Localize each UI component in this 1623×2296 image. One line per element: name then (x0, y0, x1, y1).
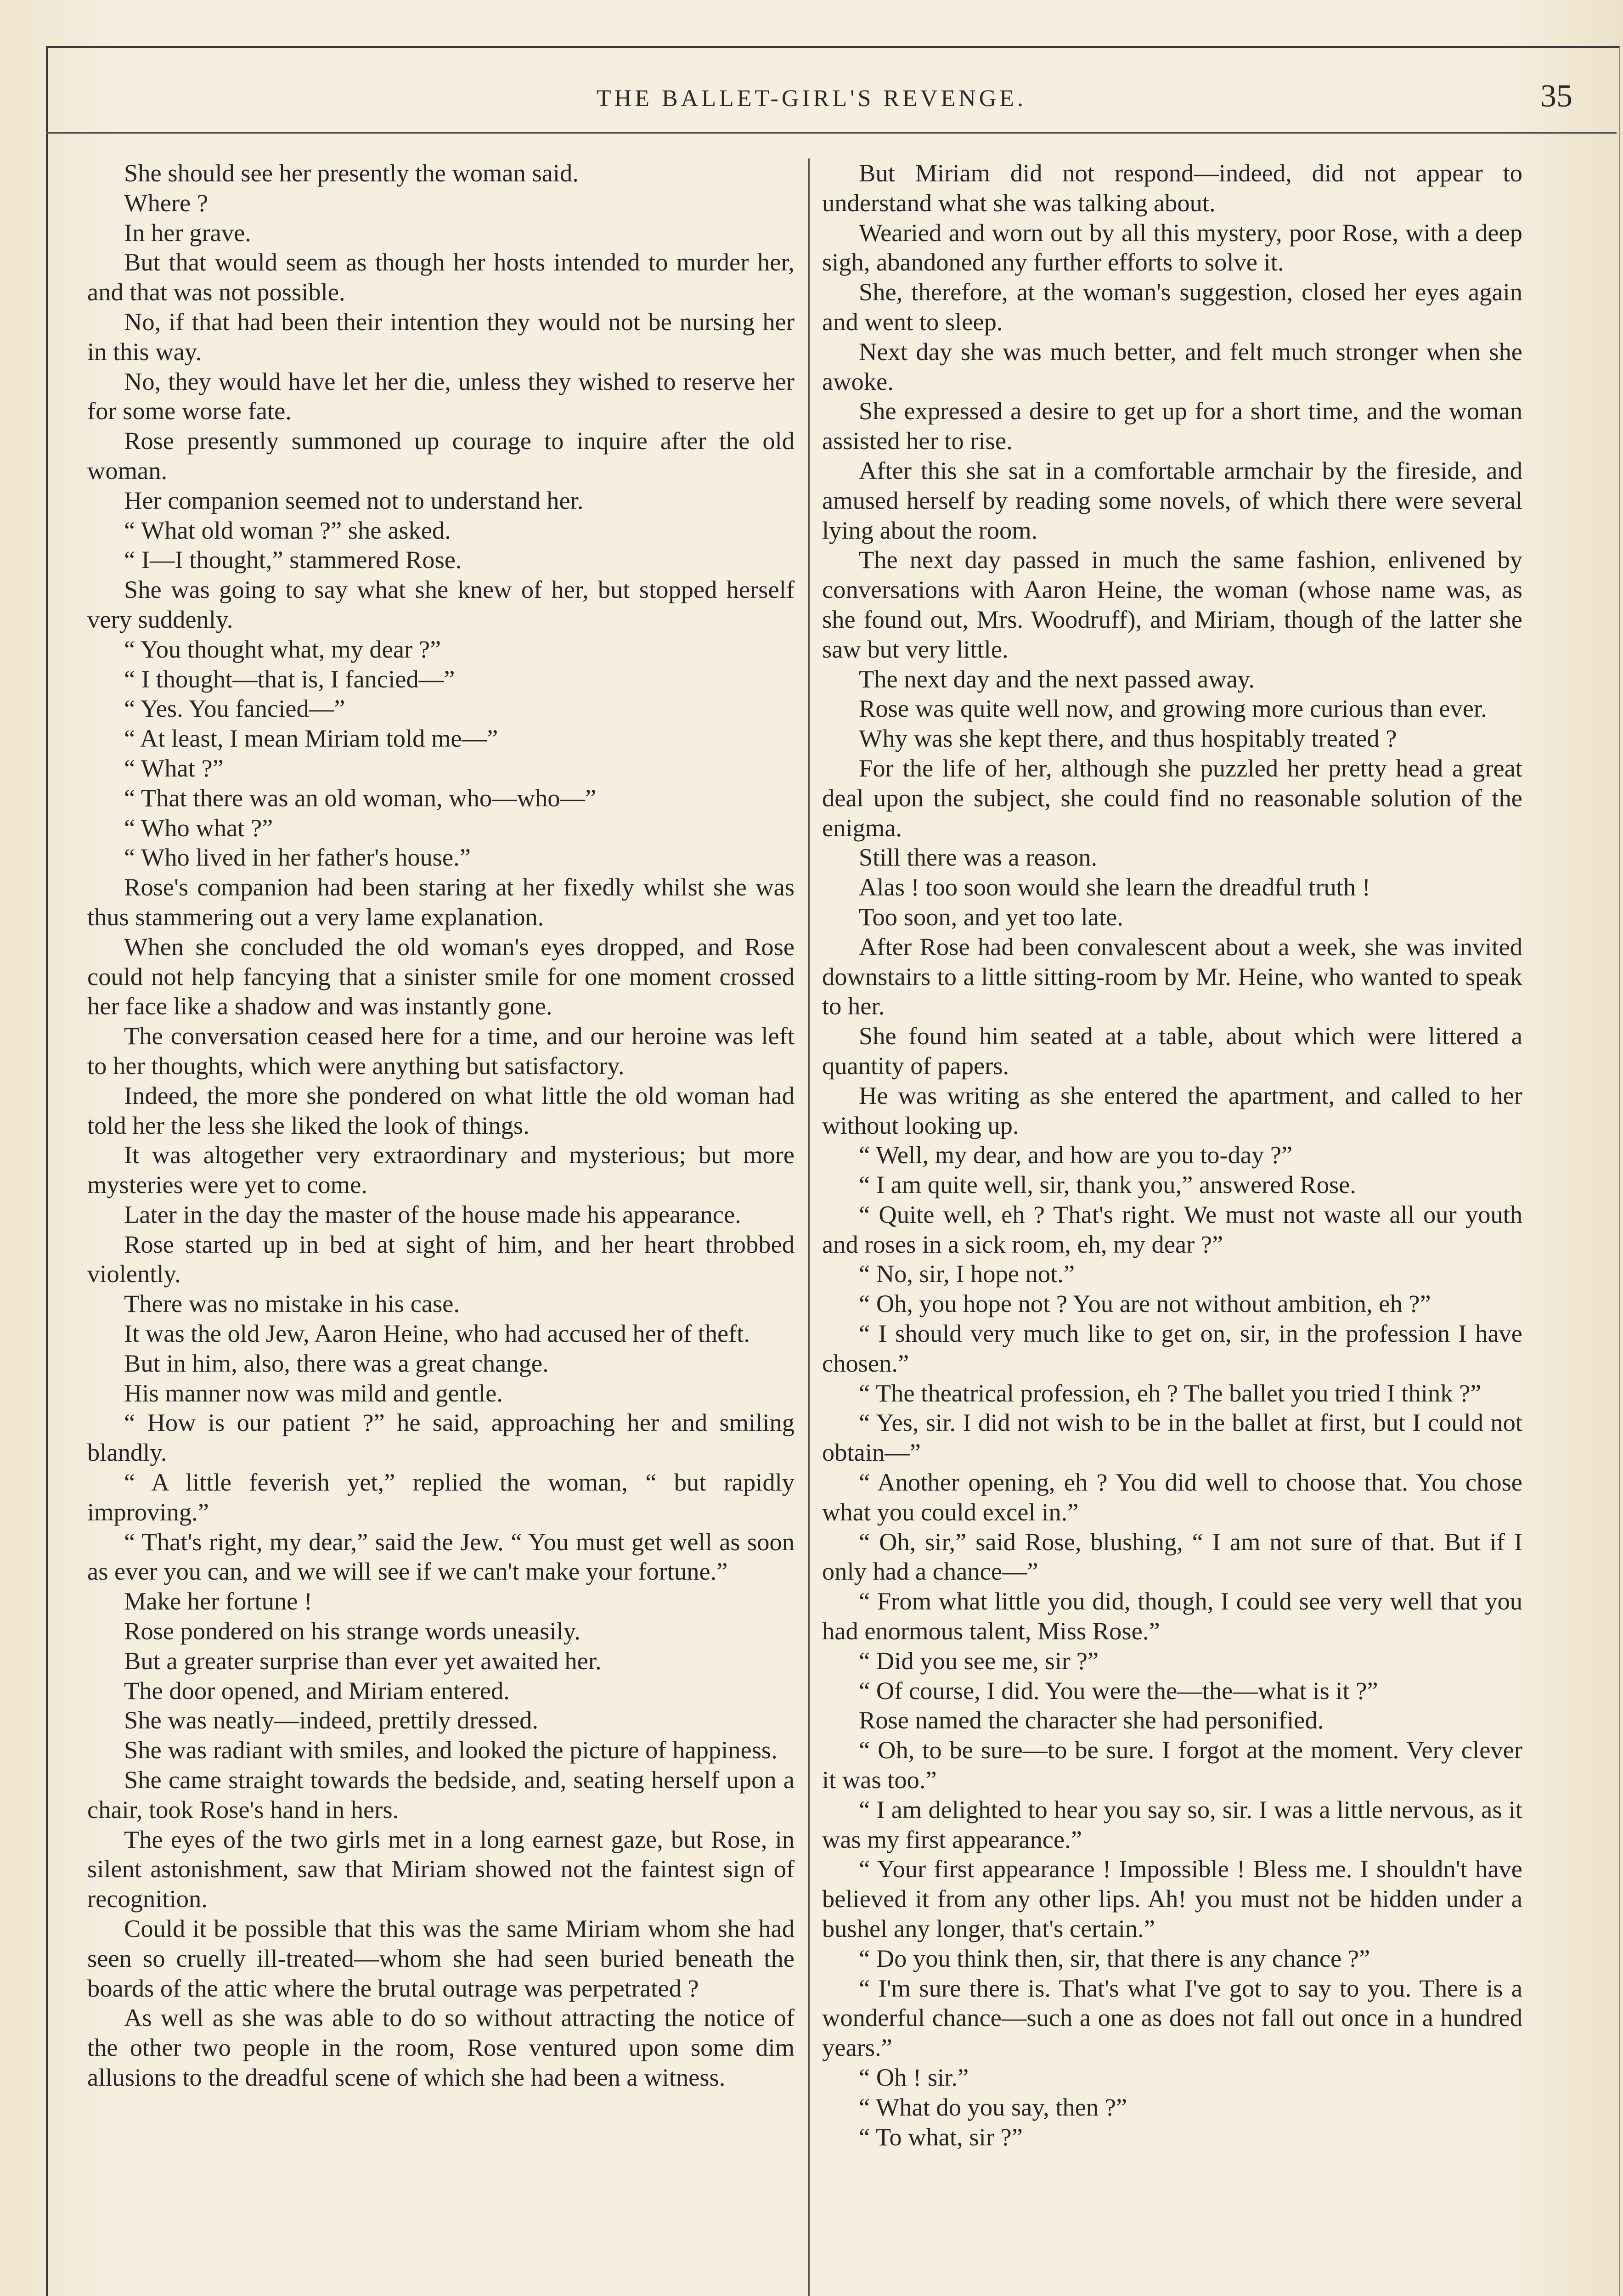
paragraph: No, they would have let her die, unless they wished to reserve her for some worse fate. (87, 367, 795, 425)
paragraph: “ That there was an old woman, who—who—” (124, 783, 597, 812)
paragraph: The next day and the next passed away. (859, 664, 1255, 693)
paragraph: “ What old woman ?” she asked. (124, 516, 451, 544)
paragraph: She expressed a desire to get up for a short time, and the woman assisted her to rise. (822, 397, 1522, 455)
paragraph: “ I—I thought,” stammered Rose. (124, 546, 462, 574)
paragraph: “ I should very much like to get on, sir, in the profession I have chosen.” (822, 1319, 1522, 1377)
paragraph: “ I'm sure there is. That's what I've got to say to you. There is a wonderful chance—such a one as does not fall out once in a hundred years.” (822, 1974, 1522, 2062)
paragraph: His manner now was mild and gentle. (124, 1379, 503, 1407)
paragraph: He was writing as she entered the apartment, and called to her without looking up. (822, 1081, 1522, 1139)
paragraph: After Rose had been convalescent about a week, she was invited downstairs to a little sitting-room by Mr. Heine, who wanted to speak to her. (822, 932, 1522, 1020)
paragraph: Still there was a reason. (859, 843, 1098, 872)
paragraph: “ Your first appearance ! Impossible ! Bless me. I shouldn't have believed it from any other lips. Ah! you must not be hidden under a bushel any longer, that's certain.” (822, 1855, 1522, 1943)
paragraph: She was radiant with smiles, and looked the picture of happiness. (124, 1736, 778, 1764)
running-head: THE BALLET-GIRL'S REVENGE. (596, 85, 1027, 112)
paragraph: “ Yes. You fancied—” (124, 694, 345, 723)
paragraph: The eyes of the two girls met in a long earnest gaze, but Rose, in silent astonishment, saw that Miriam showed not the faintest sign of recognition. (87, 1825, 795, 1913)
paragraph: “ Well, my dear, and how are you to-day ?” (859, 1141, 1293, 1169)
paragraph: After this she sat in a comfortable armchair by the fireside, and amused herself by reading some novels, of which there were several lying about the room. (822, 456, 1522, 544)
paragraph: It was altogether very extraordinary and mysterious; but more mysteries were yet to come. (87, 1141, 795, 1199)
paragraph: She was going to say what she knew of her, but stopped herself very suddenly. (87, 575, 795, 633)
paragraph: “ Who what ?” (124, 813, 273, 842)
paragraph: “ Oh ! sir.” (859, 2063, 969, 2091)
paragraph: “ Yes, sir. I did not wish to be in the ballet at first, but I could not obtain—” (822, 1408, 1522, 1467)
paragraph: But Miriam did not respond—indeed, did not appear to understand what she was talking about. (822, 159, 1522, 217)
paragraph: It was the old Jew, Aaron Heine, who had accused her of theft. (124, 1319, 750, 1348)
paragraph: She found him seated at a table, about which were littered a quantity of papers. (822, 1022, 1522, 1080)
paragraph: Rose was quite well now, and growing more curious than ever. (859, 694, 1487, 723)
paragraph: Alas ! too soon would she learn the dreadful truth ! (859, 873, 1370, 901)
paragraph: Make her fortune ! (124, 1587, 313, 1615)
paragraph: Could it be possible that this was the same Miriam whom she had seen so cruelly ill-treated—whom she had seen buried beneath the boards of the attic where the brutal outrage was perpetrated ? (87, 1914, 795, 2002)
paragraph: Where ? (124, 188, 209, 217)
paragraph: “ I am quite well, sir, thank you,” answered Rose. (859, 1171, 1356, 1199)
paragraph: She came straight towards the bedside, and, seating herself upon a chair, took Rose's hand in hers. (87, 1766, 795, 1823)
paragraph: “ Oh, sir,” said Rose, blushing, “ I am not sure of that. But if I only had a chance—” (822, 1527, 1522, 1586)
paragraph: There was no mistake in his case. (124, 1289, 460, 1318)
paragraph: The conversation ceased here for a time, and our heroine was left to her thoughts, which were anything but satisfactory. (87, 1022, 795, 1080)
paragraph: “ The theatrical profession, eh ? The ballet you tried I think ?” (859, 1379, 1482, 1407)
paragraph: “ Of course, I did. You were the—the—what is it ?” (859, 1676, 1378, 1705)
paragraph: “ You thought what, my dear ?” (124, 635, 441, 663)
paragraph: She should see her presently the woman said. (124, 159, 579, 187)
paragraph: When she concluded the old woman's eyes dropped, and Rose could not help fancying that a sinister smile for one moment crossed her face like a shadow and was instantly gone. (87, 932, 795, 1020)
paragraph: Rose's companion had been staring at her fixedly whilst she was thus stammering out a very lame explanation. (87, 873, 795, 931)
paragraph: “ Another opening, eh ? You did well to choose that. You chose what you could excel in.” (822, 1468, 1522, 1526)
paragraph: “ Did you see me, sir ?” (859, 1646, 1099, 1675)
paragraph: She was neatly—indeed, prettily dressed. (124, 1706, 539, 1734)
paragraph: Later in the day the master of the house made his appearance. (124, 1200, 741, 1228)
paragraph: In her grave. (124, 218, 251, 247)
paragraph: “ A little feverish yet,” replied the woman, “ but rapidly improving.” (87, 1468, 795, 1526)
paragraph: “ From what little you did, though, I could see very well that you had enormous talent, Miss Rose.” (822, 1587, 1522, 1645)
paragraph: Rose started up in bed at sight of him, and her heart throbbed violently. (87, 1230, 795, 1288)
left-text-column (87, 158, 795, 2296)
page-number: 35 (1540, 79, 1572, 114)
paragraph: But a greater surprise than ever yet awaited her. (124, 1646, 602, 1675)
paragraph: “ I am delighted to hear you say so, sir. I was a little nervous, as it was my first appearance.” (822, 1795, 1522, 1853)
paragraph: For the life of her, although she puzzled her pretty head a great deal upon the subject, she could find no reasonable solution of the enigma. (822, 754, 1522, 842)
paragraph: But that would seem as though her hosts intended to murder her, and that was not possible. (87, 248, 795, 306)
paragraph: Indeed, the more she pondered on what little the old woman had told her the less she liked the look of things. (87, 1081, 795, 1139)
paragraph: Rose pondered on his strange words uneasily. (124, 1617, 580, 1645)
paragraph: “ I thought—that is, I fancied—” (124, 664, 455, 693)
paragraph: The next day passed in much the same fashion, enlivened by conversations with Aaron Heine, the woman (whose name was, as she found out, Mrs. Woodruff), and Miriam, though of the latter she saw but very little. (822, 546, 1522, 663)
paragraph: Next day she was much better, and felt much stronger when she awoke. (822, 337, 1522, 395)
paragraph: Her companion seemed not to understand her. (124, 486, 584, 514)
column-divider (808, 158, 810, 2296)
paragraph: “ How is our patient ?” he said, approaching her and smiling blandly. (87, 1408, 795, 1467)
paragraph: “ What ?” (124, 754, 224, 782)
paragraph: Wearied and worn out by all this mystery, poor Rose, with a deep sigh, abandoned any further efforts to solve it. (822, 218, 1522, 276)
paragraph: Why was she kept there, and thus hospitably treated ? (859, 724, 1397, 753)
paragraph: No, if that had been their intention they would not be nursing her in this way. (87, 307, 795, 366)
paragraph: “ That's right, my dear,” said the Jew. “ You must get well as soon as ever you can, and we will see if we can't make your fortune.” (87, 1527, 795, 1586)
right-text-column (822, 158, 1522, 2296)
paragraph: “ To what, sir ?” (859, 2122, 1023, 2151)
paragraph: Rose named the character she had personified. (859, 1706, 1324, 1734)
paragraph: She, therefore, at the woman's suggestion, closed her eyes again and went to sleep. (822, 278, 1522, 336)
paragraph: Too soon, and yet too late. (859, 902, 1123, 931)
paragraph: “ Oh, to be sure—to be sure. I forgot at the moment. Very clever it was too.” (822, 1736, 1522, 1794)
paragraph: “ Who lived in her father's house.” (124, 843, 471, 872)
paragraph: But in him, also, there was a great change. (124, 1349, 549, 1377)
paragraph: The door opened, and Miriam entered. (124, 1676, 510, 1705)
paragraph: “ No, sir, I hope not.” (859, 1260, 1075, 1288)
paragraph: “ Quite well, eh ? That's right. We must not waste all our youth and roses in a sick room, eh, my dear ?” (822, 1200, 1522, 1258)
paragraph: “ Do you think then, sir, that there is any chance ?” (859, 1944, 1370, 1972)
paragraph: “ Oh, you hope not ? You are not without ambition, eh ?” (859, 1289, 1431, 1318)
paragraph: “ At least, I mean Miriam told me—” (124, 724, 498, 753)
paragraph: “ What do you say, then ?” (859, 2093, 1127, 2121)
paragraph: As well as she was able to do so without attracting the notice of the other two people in the room, Rose ventured upon some dim allusions to the dreadful scene of which she had been a witness. (87, 2003, 795, 2091)
header-rule (46, 132, 1617, 134)
paragraph: Rose presently summoned up courage to inquire after the old woman. (87, 427, 795, 484)
